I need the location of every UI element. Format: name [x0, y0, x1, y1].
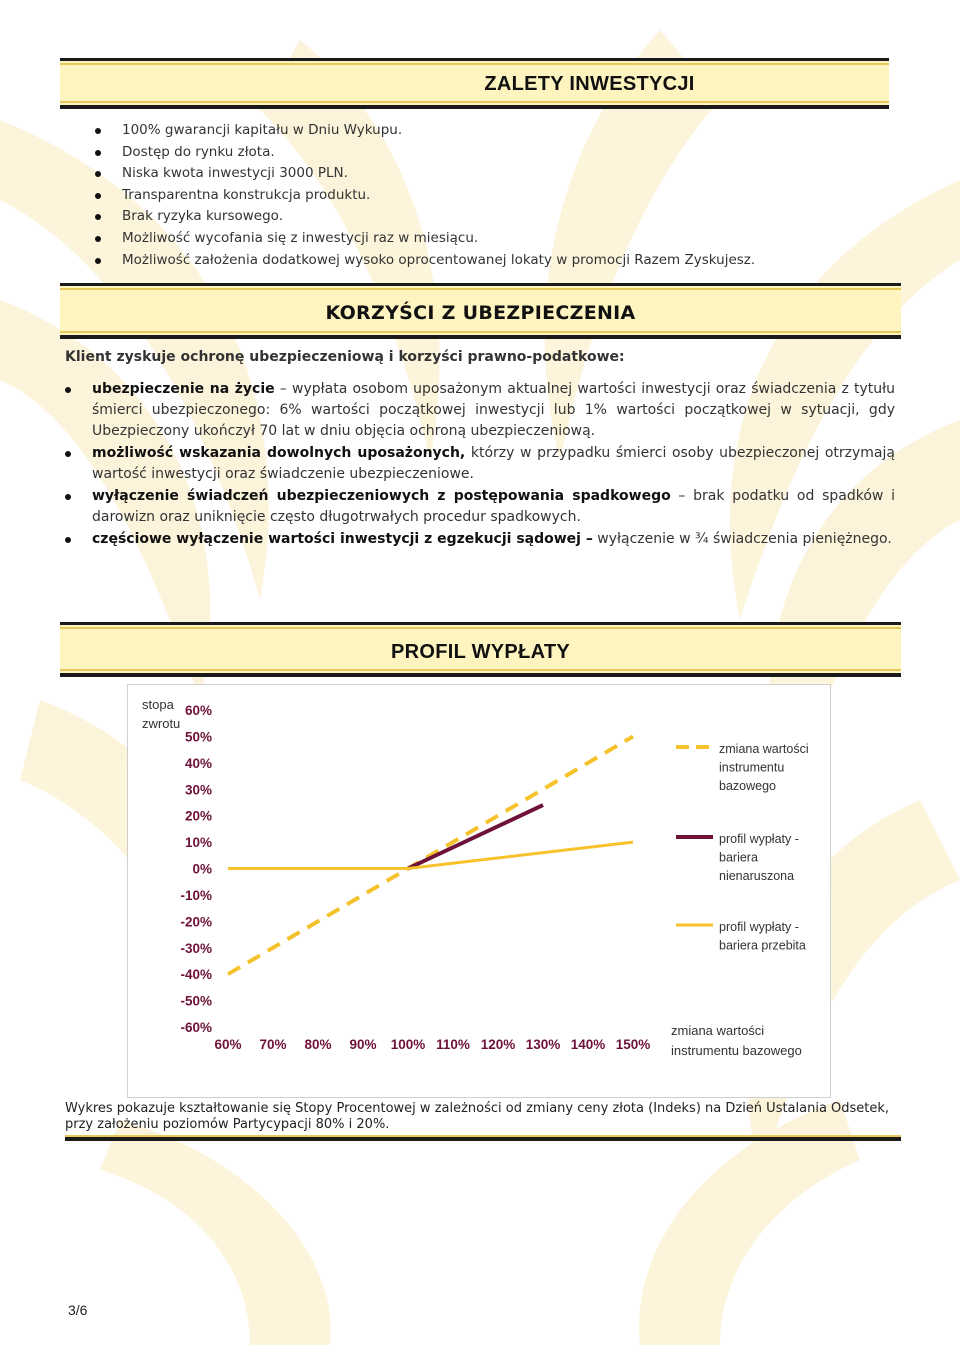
payout-chart-svg — [128, 685, 830, 1097]
advantage-item: Brak ryzyka kursowego. — [95, 206, 895, 228]
legend-label: zmiana wartości — [719, 742, 809, 756]
x-tick-label: 130% — [525, 1037, 561, 1052]
benefit-item-heading: wyłączenie świadczeń ubezpieczeniowych z postępowania spadkowego — [92, 488, 671, 505]
x-tick-label: 80% — [304, 1037, 332, 1052]
advantages-list — [95, 120, 895, 271]
x-tick-label: 100% — [390, 1037, 426, 1052]
x-tick-label: 150% — [615, 1037, 651, 1052]
benefits-intro: Klient zyskuje ochronę ubezpieczeniową i korzyści prawno-podatkowe: — [65, 349, 625, 365]
series-line-1 — [228, 736, 633, 974]
y-tick-label: 0% — [192, 861, 212, 877]
benefit-item-text: wyłączenie w ¾ świadczenia pieniężnego. — [592, 531, 892, 548]
y-tick-label: -60% — [180, 1020, 212, 1035]
advantage-item: Niska kwota inwestycji 3000 PLN. — [95, 163, 895, 185]
legend-label: bazowego — [719, 779, 776, 793]
benefit-item-text: którzy w przypadku śmierci osoby ubezpieczonej otrzymają wartość inwestycji oraz świadczenie ubezpieczeniowe. — [92, 444, 895, 482]
y-axis-label: stopa — [142, 697, 174, 712]
legend-label: nienaruszona — [719, 869, 795, 883]
page-number: 3/6 — [68, 1302, 88, 1318]
benefit-item-heading: możliwość wskazania dowolnych uposażonych, — [92, 444, 466, 461]
advantage-item: Możliwość założenia dodatkowej wysoko oprocentowanej lokaty w promocji Razem Zyskujesz. — [95, 250, 895, 272]
payout-title: PROFIL WYPŁATY — [390, 641, 570, 663]
x-axis-label: instrumentu bazowego — [671, 1043, 802, 1058]
x-tick-label: 110% — [436, 1037, 470, 1052]
y-tick-label: -40% — [180, 967, 212, 983]
x-tick-label: 140% — [570, 1037, 606, 1052]
benefit-item-text: – brak podatku od spadków i darowizn oraz uniknięcie często długotrwałych procedur spadkowych. — [92, 488, 895, 525]
series-line-2 — [408, 805, 543, 868]
chart-caption: Wykres pokazuje kształtowanie się Stopy Procentowej w zależności od zmiany ceny złota (Indeks) na Dzień Ustalania Odsetek, przy założeniu poziomów Partycypacji 80% i 20%. — [65, 1101, 890, 1132]
bottom-divider — [65, 1137, 901, 1141]
y-tick-label: 20% — [184, 808, 212, 824]
advantage-item: 100% gwarancji kapitału w Dniu Wykupu. — [95, 120, 895, 142]
y-tick-label: -20% — [180, 914, 212, 930]
benefit-item — [65, 443, 895, 485]
advantage-item: Dostęp do rynku złota. — [95, 142, 895, 164]
y-axis-label: zwrotu — [142, 716, 181, 731]
advantage-item: Transparentna konstrukcja produktu. — [95, 185, 895, 207]
x-tick-label: 90% — [349, 1037, 377, 1052]
y-tick-label: 60% — [184, 703, 212, 718]
legend-label: profil wypłaty - — [719, 832, 799, 846]
payout-chart — [127, 684, 831, 1098]
y-tick-label: 50% — [184, 729, 212, 745]
y-tick-label: 30% — [184, 782, 212, 798]
benefits-list — [65, 379, 895, 552]
x-tick-label: 120% — [480, 1037, 516, 1052]
legend-label: instrumentu — [719, 760, 785, 775]
advantages-header-band — [60, 58, 889, 109]
advantage-item: Możliwość wycofania się z inwestycji raz w miesiącu. — [95, 228, 895, 250]
y-tick-label: 10% — [184, 835, 212, 851]
benefit-item-heading: częściowe wyłączenie wartości inwestycji z egzekucji sądowej – — [92, 531, 593, 548]
benefit-item-heading: ubezpieczenie na życie — [92, 381, 275, 397]
y-tick-label: -10% — [180, 887, 212, 903]
legend-label: profil wypłaty - — [719, 920, 799, 934]
advantages-title: ZALETY INWESTYCJI — [484, 73, 695, 95]
benefits-title: KORZYŚCI Z UBEZPIECZENIA — [325, 302, 636, 324]
y-tick-label: -50% — [180, 993, 212, 1009]
y-tick-label: -30% — [180, 940, 212, 956]
benefit-item-text: – wypłata osobom uposażonym aktualnej wartości inwestycji oraz świadczenia z tytułu śmierci ubezpieczonego: 6% wartości początkowej inwestycji lub 1% wartości początkowej w sytuacji, gdy Ubezpieczony ukończył 70 lat w dniu objęcia ochroną ubezpieczeniową. — [92, 381, 896, 439]
benefit-item — [65, 529, 895, 550]
benefit-item — [65, 379, 895, 441]
payout-header-band — [60, 622, 901, 677]
y-tick-label: 40% — [184, 755, 212, 771]
x-tick-label: 70% — [259, 1037, 287, 1052]
benefits-header-band — [60, 283, 901, 339]
x-axis-label: zmiana wartości — [671, 1023, 765, 1038]
x-tick-label: 60% — [214, 1037, 242, 1052]
legend-label: bariera — [719, 850, 758, 865]
legend-label: bariera przebita — [719, 938, 806, 953]
benefit-item — [65, 486, 895, 528]
